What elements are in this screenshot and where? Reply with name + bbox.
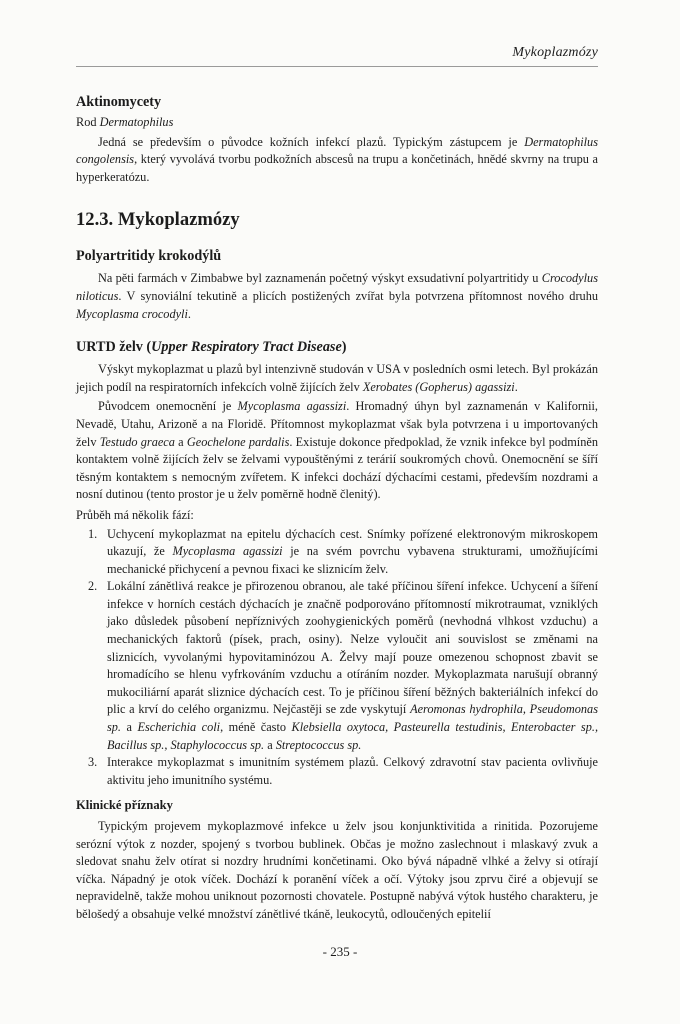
genus-line	[76, 114, 598, 132]
species-name: Escherichia coli	[137, 720, 221, 735]
species-name: Mycoplasma agassizi	[237, 399, 347, 414]
text-run: . Existuje dokonce předpoklad, že vznik infekce byl podmíněn kontaktem volně žijících želv se želvami vypouštěnými z terárií soukromých chovů. Onemocnění se šíří těsným kontaktem s nemocným zvířetem. K infekci dochází dýchacími cestami, především nozdrami a nosní dutinou (tento prostor je u želv poměrně hodně členitý).	[76, 434, 598, 502]
species-name: Klebsiella oxytoca, Pasteurella testudinis, Enterobacter sp., Bacillus sp., Staphylococcus sp.	[107, 720, 599, 752]
text-run: . V synoviální tekutině a plicích postižených zvířat byla potvrzena přítomnost nového druhu	[118, 288, 598, 303]
text-run: a	[178, 434, 184, 449]
text-run: a	[267, 737, 273, 752]
text-run: .	[187, 306, 191, 321]
species-name: Dermatophilus congolensis	[76, 134, 598, 167]
paragraph-urtd-2	[76, 398, 598, 504]
text-run: , který vyvolává tvorbu podkožních abscesů na trupu a končetinách, hnědé skvrny na trupu a hyperkeratózu.	[76, 152, 598, 184]
paragraph-klinicke: Typickým projevem mykoplazmové infekce u želv jsou konjunktivitida a rinitida. Pozorujeme serózní výtok z nozder, spojený s tvorbou bublinek. Občas je možno zaslechnout i mlaskavý zvuk a sledovat snahu želv otírat si nozdry hrudními končetinami. Oko bývá nápadně vlhké a želvy si otírají víčka. Nápadný je otok víček. Dochází k poranění víček a očí. Výtoky jsou zprvu čiré a objevují se nepravidelně, takže mohou uniknout pozornosti chovatele. Postupně nabývá výtok hustého charakteru, je bělošedý a obsahuje velké množství zánětlivé tkáně, leukocytů, odloučených epitelií	[76, 819, 598, 921]
page-body	[76, 92, 598, 924]
genus-label: Rod	[76, 115, 97, 129]
phases-intro: Průběh má několik fází:	[76, 507, 194, 522]
section-heading	[76, 208, 598, 232]
running-head: Mykoplazmózy	[512, 45, 598, 60]
species-name: Testudo graeca	[99, 434, 175, 449]
heading-text: )	[341, 339, 347, 356]
paragraph-aktinomycety	[76, 134, 598, 187]
text-run: Interakce mykoplazmat s imunitním systémem plazů. Celkový zdravotní stav pacienta ovlivňuje aktivitu jeho imunitního systému.	[107, 755, 598, 787]
text-run: .	[514, 379, 518, 394]
list-item	[76, 578, 598, 754]
phases-list	[76, 526, 598, 790]
text-run: Na pěti farmách v Zimbabwe byl zaznamenán početný výskyt exsudativní polyartritidy u	[98, 271, 539, 286]
species-name: Mycoplasma crocodyli	[76, 306, 188, 321]
text-run: je na svém povrchu vybavena strukturami, umožňujícími mechanické přichycení a pevnou fixaci ke sliznicím želv.	[107, 544, 598, 576]
species-name: Aeromonas hydrophila, Pseudomonas sp.	[107, 702, 598, 735]
text-run: Výskyt mykoplazmat u plazů byl intenzivně studován v USA v posledních osmi letech. Byl prokázán jejich podíl na respiratorních infekcích volně žijících želv	[76, 362, 598, 394]
species-name: Mycoplasma agassizi	[172, 544, 283, 559]
species-name: Streptococcus sp.	[275, 737, 362, 752]
text-run: Jedná se především o původce kožních infekcí plazů. Typickým zástupcem je	[98, 134, 518, 149]
heading-polyartritidy: Polyartritidy krokodýlů	[76, 248, 222, 265]
heading-urtd	[76, 337, 598, 357]
text-run: Uchycení mykoplazmat na epitelu dýchacích cest. Snímky pořízené elektronovým mikroskopem ukazují, že	[107, 526, 598, 559]
species-name: Crocodylus niloticus	[76, 271, 598, 303]
section-number: 12.3.	[76, 209, 114, 231]
paragraph-polyartritidy	[76, 270, 598, 323]
heading-klinicke-priznaky: Klinické příznaky	[76, 798, 173, 813]
text-run: , méně často	[220, 720, 287, 735]
list-item	[76, 526, 598, 579]
text-run: . Hromadný úhyn byl zaznamenán v Kalifornii, Nevadě, Utahu, Arizoně a na Floridě. Přítomnost mykoplazmat však byla potvrzena i u importovaných želv	[76, 399, 599, 449]
list-number: 1.	[88, 526, 98, 541]
text-run: Původcem onemocnění je	[98, 399, 232, 414]
page-number: - 235 -	[322, 944, 358, 959]
species-name: Xerobates (Gopherus) agassizi	[362, 379, 515, 394]
text-run: Lokální zánětlivá reakce je přirozenou obranou, ale také příčinou šíření infekce. Uchycení a šíření infekce v horních cestách dýchacích je značně podporováno přítomností mikrotraumat, vzniklých jako důsledek působení nepříznivých zoohygienických poměrů (nevhodná vlhkost vzduchu) a mechanických faktorů (písek, prach, osiny). Nelze vyloučit ani souvislost se změnami na sliznicích, vyvolanými hypovitaminózou A. Želvy mají pouze omezenou schopnost zbavit se hromadícího se hlenu vyfrkováním vzduchu a otíráním nozder. Mykoplazmata narušují obranný mukociliární aparát sliznice dýchacích cest. To je příčinou šíření běžných bakteriálních infekcí do plic a krví do celého organizmu. Nejčastěji se zde vyskytují	[107, 579, 598, 717]
list-number: 2.	[88, 579, 98, 594]
heading-text: URTD želv (	[76, 339, 152, 356]
paragraph-urtd-1	[76, 361, 598, 396]
species-name: Geochelone pardalis	[186, 434, 290, 449]
list-number: 3.	[88, 755, 98, 770]
genus-name: Dermatophilus	[99, 115, 174, 129]
text-run: a	[126, 720, 132, 735]
section-title: Mykoplazmózy	[117, 209, 240, 231]
heading-aktinomycety: Aktinomycety	[76, 94, 162, 110]
heading-italic: Upper Respiratory Tract Disease	[151, 339, 342, 356]
list-item	[76, 754, 598, 789]
header-rule	[76, 66, 598, 67]
